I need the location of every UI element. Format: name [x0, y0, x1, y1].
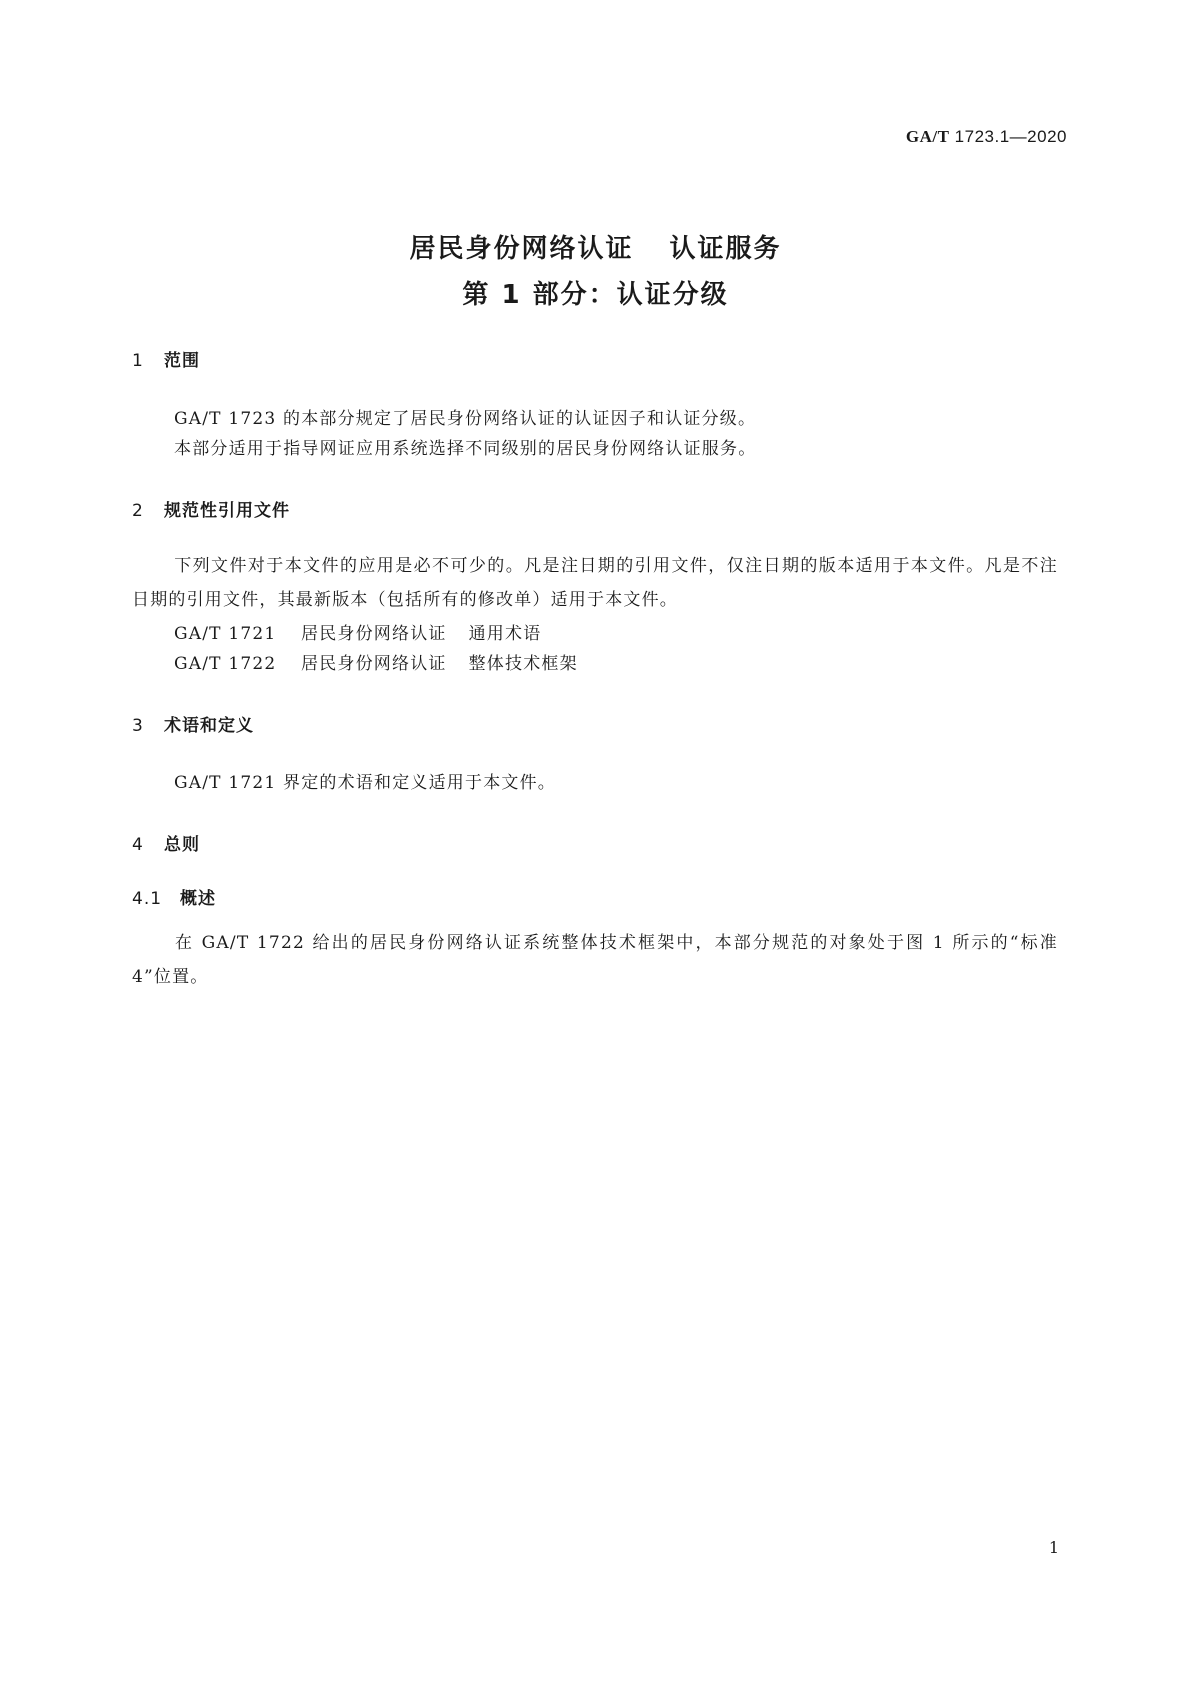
reference-item	[174, 649, 578, 674]
section-title: 范围	[164, 351, 200, 371]
reference-subtitle: 整体技术框架	[468, 654, 578, 674]
subsection-4-1-paragraph	[132, 926, 1058, 994]
section-2-intro	[132, 549, 1058, 617]
section-1-paragraph-1: GA/T 1723 的本部分规定了居民身份网络认证的认证因子和认证分级。	[174, 409, 757, 429]
section-number: 1	[132, 351, 144, 371]
reference-title: 居民身份网络认证	[301, 624, 447, 644]
title-main: 居民身份网络认证	[409, 234, 634, 264]
title-line-1	[0, 226, 1191, 272]
reference-title: 居民身份网络认证	[301, 654, 447, 674]
section-title: 总则	[164, 835, 200, 855]
subsection-4-1-heading	[132, 884, 216, 909]
section-2-heading	[132, 496, 290, 521]
section-title: 术语和定义	[164, 716, 254, 736]
section-number: 4	[132, 835, 144, 855]
reference-code: GA/T 1722	[174, 654, 277, 674]
reference-subtitle: 通用术语	[468, 624, 542, 644]
subsection-number: 4.1	[132, 889, 163, 909]
document-title	[0, 226, 1191, 318]
standard-code-number: 1723.1—2020	[954, 127, 1067, 146]
section-4-heading	[132, 830, 200, 855]
section-number: 2	[132, 501, 144, 521]
title-line-2: 第 1 部分：认证分级	[462, 280, 729, 310]
subsection-title: 概述	[180, 889, 216, 909]
title-main-sub: 认证服务	[669, 234, 782, 264]
standard-code-prefix: GA/T	[905, 127, 950, 146]
section-number: 3	[132, 716, 144, 736]
section-3-heading	[132, 711, 254, 736]
section-title: 规范性引用文件	[164, 501, 290, 521]
reference-code: GA/T 1721	[174, 624, 277, 644]
reference-item	[174, 619, 541, 644]
subsection-4-1-text: 在 GA/T 1722 给出的居民身份网络认证系统整体技术框架中，本部分规范的对象处于图 1 所示的“标准 4”位置。	[132, 933, 1058, 987]
page-number: 1	[1048, 1538, 1059, 1557]
section-3-paragraph-1: GA/T 1721 界定的术语和定义适用于本文件。	[174, 773, 556, 793]
standard-code	[906, 127, 1067, 147]
section-2-intro-text: 下列文件对于本文件的应用是必不可少的。凡是注日期的引用文件，仅注日期的版本适用于本文件。凡是不注日期的引用文件，其最新版本（包括所有的修改单）适用于本文件。	[132, 556, 1058, 610]
section-1-heading	[132, 346, 200, 371]
section-1-paragraph-2: 本部分适用于指导网证应用系统选择不同级别的居民身份网络认证服务。	[174, 439, 757, 459]
